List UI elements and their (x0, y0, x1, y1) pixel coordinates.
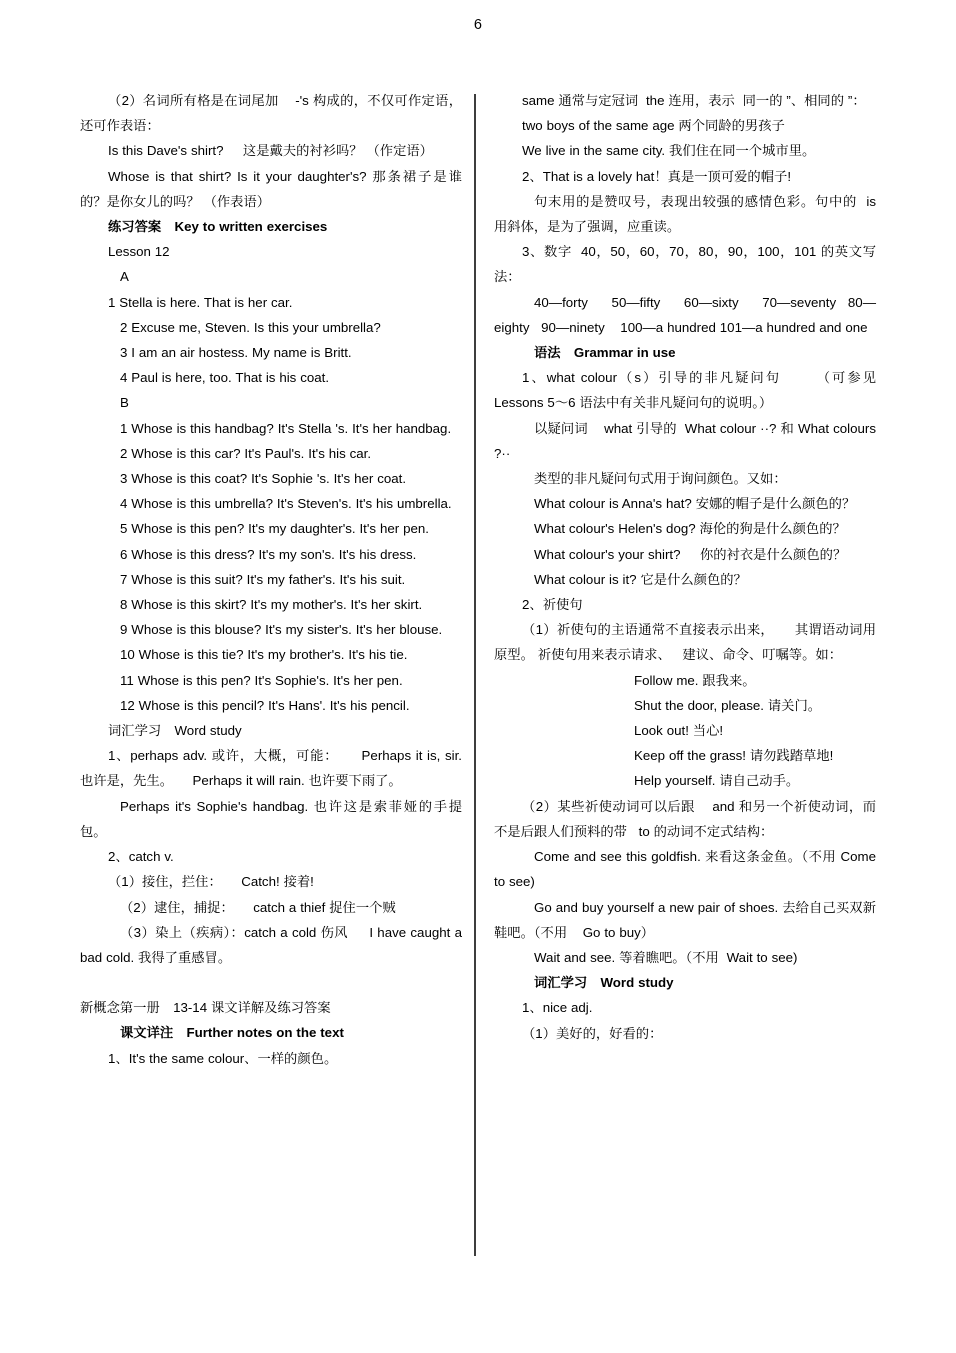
left-column-paragraph: 2 Whose is this car? It's Paul's. It's his car. (120, 445, 372, 461)
left-column-paragraph: 课文详注 Further notes on the text (120, 1025, 344, 1041)
left-column-paragraph: 练习答案 Key to written exercises (108, 219, 328, 235)
left-column-paragraph: 1 Stella is here. That is her car. (108, 294, 293, 310)
left-column-paragraph: 4 Whose is this umbrella? It's Steven's. It's his umbrella. (120, 496, 452, 512)
right-column-paragraph: two boys of the same age 两个同龄的男孩子 (522, 118, 785, 134)
left-column-paragraph: 新概念第一册 13-14 课文详解及练习答案 (80, 1000, 331, 1016)
left-column-paragraph: Is this Dave's shirt? 这是戴夫的衬衫吗？ （作定语） (108, 143, 433, 159)
left-column-paragraph: （3）染上（疾病）：catch a cold 伤风 I have caught a bad cold. 我得了重感冒。 (80, 924, 466, 965)
right-column-paragraph: 语法 Grammar in use (534, 345, 676, 361)
left-column-paragraph: 5 Whose is this pen? It's my daughter's. It's her pen. (120, 521, 429, 537)
right-column-paragraph: （2）某些祈使动词可以后跟 and 和另一个祈使动词，而不是后跟人们预料的带 to 的动词不定式结构： (494, 798, 876, 839)
left-column-paragraph: B (120, 395, 129, 411)
left-column-paragraph: A (120, 269, 129, 285)
left-column-paragraph: 2、catch v. (108, 849, 174, 865)
right-column-paragraph: Shut the door, please. 请关门。 (634, 697, 822, 713)
left-column-paragraph: （2）名词所有格是在词尾加 -'s 构成的，不仅可作定语，还可作表语： (80, 93, 462, 134)
left-column-paragraph: 3 Whose is this coat? It's Sophie 's. It's her coat. (120, 471, 407, 487)
right-column-paragraph: Follow me. 跟我来。 (634, 672, 756, 688)
right-column-paragraph: What colour is Anna's hat? 安娜的帽子是什么颜色的？ (534, 496, 856, 512)
left-column-paragraph: 10 Whose is this tie? It's my brother's. It's his tie. (120, 647, 408, 663)
left-column-paragraph: 词汇学习 Word study (108, 723, 242, 739)
right-column-paragraph: 40—forty 50—fifty 60—sixty 70—seventy 80—eighty 90—ninety 100—a hundred 101—a hundred and one (494, 294, 876, 335)
right-column-paragraph: 2、祈使句 (522, 597, 583, 613)
left-column-paragraph: 4 Paul is here, too. That is his coat. (120, 370, 330, 386)
left-column-paragraph: Perhaps it's Sophie's handbag. 也许这是索菲娅的手提包。 (80, 798, 462, 839)
right-column-paragraph: 以疑问词 what 引导的 What colour ··? 和 What colours ?·· (494, 420, 888, 461)
left-text-column (80, 88, 466, 1071)
left-column-paragraph: 8 Whose is this skirt? It's my mother's. It's her skirt. (120, 597, 423, 613)
right-column-paragraph: 词汇学习 Word study (534, 975, 674, 991)
right-column-paragraph: What colour's Helen's dog? 海伦的狗是什么颜色的？ (534, 521, 846, 537)
right-column-paragraph: We live in the same city. 我们住在同一个城市里。 (522, 143, 816, 159)
left-column-paragraph: （2）逮住，捕捉： catch a thief 捉住一个贼 (120, 899, 396, 915)
right-column-paragraph: same 通常与定冠词 the 连用，表示 同一的 ”、相同的 ”： (522, 93, 866, 108)
right-column-paragraph: What colour is it? 它是什么颜色的？ (534, 571, 747, 587)
right-column-paragraph: What colour's your shirt? 你的衬衣是什么颜色的？ (534, 546, 847, 562)
right-column-paragraph: Look out! 当心! (634, 723, 724, 739)
left-column-paragraph: 1 Whose is this handbag? It's Stella 's. It's her handbag. (120, 420, 452, 436)
left-column-paragraph: 3 I am an air hostess. My name is Britt. (120, 345, 352, 361)
left-column-paragraph: 7 Whose is this suit? It's my father's. It's his suit. (120, 571, 406, 587)
right-column-paragraph: 2、That is a lovely hat！真是一顶可爱的帽子! (522, 168, 792, 184)
right-column-paragraph: （1）祈使句的主语通常不直接表示出来， 其谓语动词用原型。 祈使句用来表示请求、 建议、命令、叮嘱等。如： (494, 622, 876, 663)
right-column-paragraph: 1、nice adj. (522, 1000, 593, 1016)
right-column-paragraph: 1、what colour（s）引导的非凡疑问句 （可参见 Lessons 5～6 语法中有关非凡疑问句的说明。） (494, 370, 880, 411)
left-column-paragraph (80, 970, 462, 995)
right-column-paragraph: Wait and see. 等着瞧吧。（不用 Wait to see) (534, 949, 798, 965)
left-column-paragraph: （1）接住，拦住： Catch! 接着! (108, 874, 314, 890)
left-column-paragraph: 11 Whose is this pen? It's Sophie's. It's her pen. (120, 672, 403, 688)
two-column-body (80, 88, 888, 1258)
right-column-paragraph: Come and see this goldfish. 来看这条金鱼。（不用 Come to see) (494, 849, 880, 890)
right-column-paragraph: 3、数字 40，50，60，70，80，90，100，101 的英文写法： (494, 244, 876, 285)
right-column-paragraph: 句末用的是赞叹号，表现出较强的感情色彩。句中的 is 用斜体，是为了强调，应重读。 (494, 193, 884, 235)
page-number: 6 (473, 17, 483, 33)
left-column-paragraph: 2 Excuse me, Steven. Is this your umbrella? (120, 319, 381, 335)
left-column-paragraph: Whose is that shirt? Is it your daughter's? 那条裙子是谁的？是你女儿的吗？ （作表语） (80, 168, 462, 209)
right-text-column (494, 88, 888, 1046)
right-column-paragraph: Keep off the grass! 请勿践踏草地! (634, 748, 834, 764)
column-divider (474, 94, 476, 1256)
left-column-paragraph: 12 Whose is this pencil? It's Hans'. It's his pencil. (120, 697, 410, 713)
right-column-paragraph: （1）美好的，好看的： (522, 1025, 663, 1041)
left-column-paragraph: 1、It's the same colour、一样的颜色。 (108, 1050, 338, 1066)
left-column-paragraph: 9 Whose is this blouse? It's my sister's. It's her blouse. (120, 622, 443, 638)
right-column-paragraph: 类型的非凡疑问句式用于询问颜色。又如： (534, 471, 787, 487)
right-column-paragraph: Help yourself. 请自己动手。 (634, 773, 800, 789)
right-column-paragraph: Go and buy yourself a new pair of shoes. 去给自己买双新鞋吧。（不用 Go to buy） (494, 899, 876, 940)
left-column-paragraph: Lesson 12 (108, 244, 170, 260)
left-column-paragraph: 6 Whose is this dress? It's my son's. It's his dress. (120, 546, 417, 562)
left-column-paragraph: 1、perhaps adv. 或许，大概，可能： Perhaps it is, sir. 也许是，先生。 Perhaps it will rain. 也许要下雨了。 (80, 748, 466, 789)
